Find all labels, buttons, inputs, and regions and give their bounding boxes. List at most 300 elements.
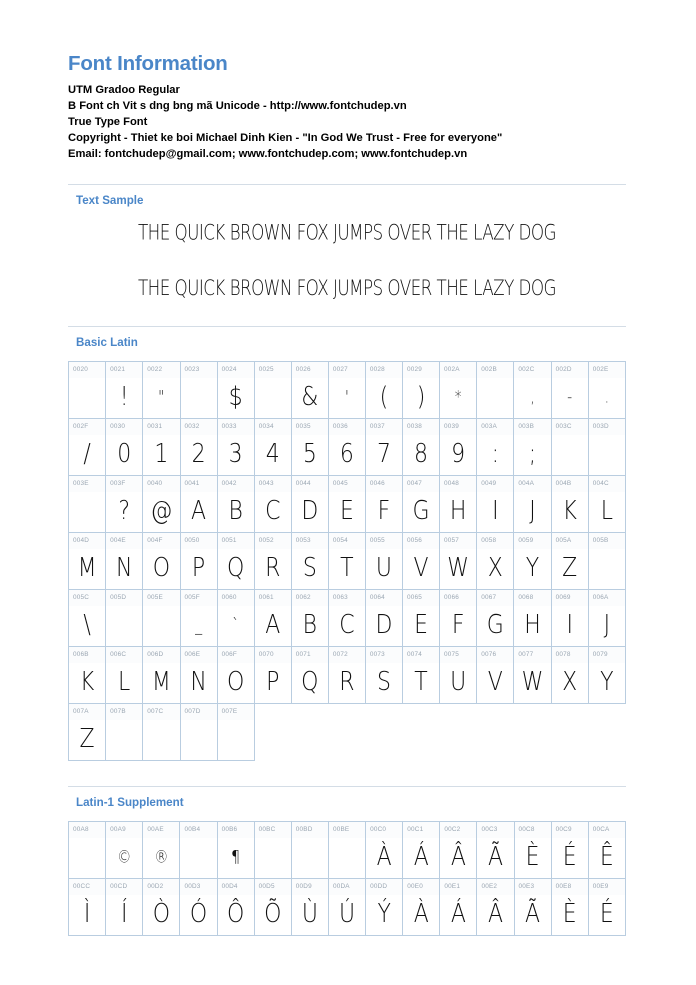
- glyph-preview: [255, 834, 291, 881]
- glyph-codepoint-label: 004F: [143, 533, 179, 549]
- glyph-preview: [292, 834, 328, 881]
- glyph-cell[interactable]: [69, 878, 106, 935]
- text-sample-line-2: THE QUICK BROWN FOX JUMPS OVER THE LAZY DOG: [137, 277, 557, 302]
- glyph-cell[interactable]: [328, 361, 365, 418]
- glyph-table-basic-latin: [68, 361, 626, 761]
- glyph-cell[interactable]: [106, 361, 143, 418]
- glyph-cell[interactable]: [180, 418, 217, 475]
- glyph-preview: Ã: [525, 899, 541, 929]
- section-title-text-sample: Text Sample: [76, 193, 144, 207]
- glyph-cell[interactable]: [514, 532, 551, 589]
- glyph-codepoint-label: 00C2: [440, 822, 476, 838]
- glyph-preview: [106, 602, 142, 649]
- glyph-codepoint-label: 0052: [255, 533, 291, 549]
- glyph-preview: R: [339, 667, 355, 697]
- glyph-cell[interactable]: [143, 821, 180, 878]
- glyph-cell[interactable]: [588, 878, 625, 935]
- glyph-codepoint-label: 007C: [143, 704, 179, 720]
- glyph-preview: ¶: [231, 848, 241, 868]
- glyph-codepoint-label: 00CD: [106, 879, 142, 895]
- glyph-cell[interactable]: [291, 821, 328, 878]
- glyph-codepoint-label: 003E: [69, 476, 105, 492]
- glyph-cell[interactable]: [551, 475, 588, 532]
- glyph-cell[interactable]: [143, 646, 180, 703]
- glyph-table-row: [69, 878, 626, 935]
- glyph-cell[interactable]: [365, 646, 402, 703]
- glyph-cell[interactable]: [106, 821, 143, 878]
- glyph-cell[interactable]: [402, 361, 439, 418]
- glyph-cell[interactable]: [402, 589, 439, 646]
- glyph-preview: Ô: [226, 899, 245, 929]
- glyph-preview: V: [487, 667, 503, 697]
- glyph-codepoint-label: 002A: [440, 362, 476, 378]
- glyph-preview: À: [413, 899, 429, 929]
- glyph-cell[interactable]: [514, 589, 551, 646]
- glyph-cell[interactable]: [514, 878, 551, 935]
- glyph-preview: G: [412, 496, 430, 526]
- glyph-preview: I: [492, 496, 499, 526]
- glyph-cell[interactable]: [180, 589, 217, 646]
- glyph-cell[interactable]: [440, 589, 477, 646]
- glyph-cell[interactable]: [402, 646, 439, 703]
- glyph-cell[interactable]: [365, 589, 402, 646]
- glyph-codepoint-label: 006A: [589, 590, 625, 606]
- glyph-preview: R: [265, 553, 281, 583]
- glyph-cell[interactable]: [328, 475, 365, 532]
- glyph-cell[interactable]: [106, 589, 143, 646]
- glyph-preview: E: [414, 610, 428, 640]
- section-title-latin1-supplement: Latin-1 Supplement: [76, 795, 184, 809]
- glyph-preview: B: [302, 610, 318, 640]
- glyph-cell[interactable]: [254, 532, 291, 589]
- glyph-cell[interactable]: [477, 646, 514, 703]
- glyph-cell[interactable]: [143, 703, 180, 760]
- glyph-codepoint-label: 0026: [292, 362, 328, 378]
- glyph-codepoint-label: 0074: [403, 647, 439, 663]
- glyph-cell[interactable]: [254, 361, 291, 418]
- glyph-cell[interactable]: [69, 821, 106, 878]
- glyph-cell[interactable]: [328, 646, 365, 703]
- glyph-codepoint-label: 00E2: [477, 879, 513, 895]
- glyph-codepoint-label: 0064: [366, 590, 402, 606]
- glyph-cell[interactable]: [291, 418, 328, 475]
- glyph-cell[interactable]: [328, 878, 365, 935]
- text-sample-block: [68, 208, 626, 302]
- glyph-cell-placeholder: [514, 703, 551, 760]
- glyph-preview: C: [265, 496, 281, 526]
- glyph-cell[interactable]: [328, 532, 365, 589]
- glyph-cell[interactable]: [588, 475, 625, 532]
- glyph-codepoint-label: 00BE: [329, 822, 365, 838]
- glyph-cell[interactable]: [514, 418, 551, 475]
- glyph-table-row: [69, 703, 626, 760]
- glyph-cell[interactable]: [477, 878, 514, 935]
- glyph-preview: B: [228, 496, 243, 526]
- glyph-codepoint-label: 0068: [514, 590, 550, 606]
- glyph-cell[interactable]: [440, 878, 477, 935]
- glyph-cell[interactable]: [366, 821, 403, 878]
- glyph-preview: O: [152, 553, 171, 583]
- glyph-preview: 4: [265, 439, 280, 469]
- glyph-preview: 7: [376, 439, 391, 469]
- glyph-preview: Ý: [377, 899, 391, 929]
- glyph-codepoint-label: 0072: [329, 647, 365, 663]
- glyph-preview: O: [227, 667, 245, 697]
- metadata-line-font-name: UTM Gradoo Regular: [68, 83, 180, 96]
- glyph-cell[interactable]: [365, 418, 402, 475]
- glyph-preview: Ì: [83, 899, 91, 929]
- glyph-cell[interactable]: [217, 589, 254, 646]
- glyph-cell[interactable]: [254, 821, 291, 878]
- glyph-codepoint-label: 0027: [329, 362, 365, 378]
- glyph-preview: I: [566, 610, 573, 640]
- glyph-cell[interactable]: [514, 646, 551, 703]
- glyph-cell[interactable]: [291, 361, 328, 418]
- glyph-cell[interactable]: [440, 532, 477, 589]
- glyph-codepoint-label: 005C: [69, 590, 105, 606]
- glyph-codepoint-label: 0053: [292, 533, 328, 549]
- glyph-cell[interactable]: [365, 475, 402, 532]
- glyph-cell[interactable]: [403, 821, 440, 878]
- glyph-cell-placeholder: [402, 703, 439, 760]
- glyph-preview: K: [562, 496, 577, 526]
- glyph-cell[interactable]: [180, 475, 217, 532]
- glyph-cell[interactable]: [551, 361, 588, 418]
- glyph-cell[interactable]: [402, 418, 439, 475]
- glyph-codepoint-label: 006F: [218, 647, 254, 663]
- glyph-cell[interactable]: [217, 703, 254, 760]
- glyph-preview: X: [562, 667, 578, 697]
- glyph-preview: Ó: [189, 899, 208, 929]
- glyph-preview: ,: [530, 388, 535, 408]
- glyph-preview: [106, 716, 142, 763]
- glyph-preview: H: [449, 496, 467, 526]
- glyph-preview: G: [486, 610, 504, 640]
- glyph-cell[interactable]: [69, 646, 106, 703]
- glyph-cell[interactable]: [551, 646, 588, 703]
- glyph-codepoint-label: 0041: [181, 476, 217, 492]
- glyph-codepoint-label: 0065: [403, 590, 439, 606]
- glyph-table-row: [69, 361, 626, 418]
- glyph-codepoint-label: 0050: [181, 533, 217, 549]
- glyph-codepoint-label: 0044: [292, 476, 328, 492]
- glyph-preview: P: [191, 553, 206, 583]
- glyph-cell[interactable]: [217, 418, 254, 475]
- glyph-codepoint-label: 0037: [366, 419, 402, 435]
- glyph-codepoint-label: 00E0: [403, 879, 439, 895]
- glyph-cell[interactable]: [69, 418, 106, 475]
- glyph-codepoint-label: 0049: [477, 476, 513, 492]
- glyph-codepoint-label: 0057: [440, 533, 476, 549]
- glyph-preview: ): [416, 382, 426, 412]
- glyph-preview: Ò: [152, 899, 171, 929]
- section-latin1-supplement: [68, 786, 626, 936]
- glyph-cell[interactable]: [69, 703, 106, 760]
- glyph-codepoint-label: 0066: [440, 590, 476, 606]
- glyph-preview: :: [491, 439, 500, 469]
- glyph-codepoint-label: 002B: [477, 362, 513, 378]
- glyph-cell[interactable]: [180, 646, 217, 703]
- glyph-codepoint-label: 0028: [366, 362, 402, 378]
- glyph-codepoint-label: 00D3: [180, 879, 216, 895]
- glyph-cell[interactable]: [217, 475, 254, 532]
- glyph-preview: L: [118, 667, 131, 697]
- glyph-cell[interactable]: [143, 532, 180, 589]
- glyph-codepoint-label: 0022: [143, 362, 179, 378]
- glyph-cell[interactable]: [440, 418, 477, 475]
- glyph-preview: 9: [451, 439, 466, 469]
- glyph-table-row: [69, 589, 626, 646]
- glyph-codepoint-label: 0054: [329, 533, 365, 549]
- glyph-cell[interactable]: [106, 878, 143, 935]
- glyph-preview: !: [119, 382, 129, 412]
- glyph-preview: -: [567, 388, 573, 408]
- glyph-cell[interactable]: [440, 821, 477, 878]
- glyph-cell[interactable]: [477, 821, 514, 878]
- glyph-cell[interactable]: [403, 878, 440, 935]
- glyph-preview: ': [344, 388, 349, 408]
- glyph-codepoint-label: 0032: [181, 419, 217, 435]
- glyph-codepoint-label: 00D5: [255, 879, 291, 895]
- glyph-cell[interactable]: [180, 532, 217, 589]
- glyph-cell[interactable]: [217, 646, 254, 703]
- glyph-preview: 1: [154, 439, 169, 469]
- glyph-codepoint-label: 0043: [255, 476, 291, 492]
- glyph-preview: [69, 834, 105, 881]
- glyph-cell[interactable]: [143, 418, 180, 475]
- glyph-cell[interactable]: [551, 418, 588, 475]
- glyph-cell[interactable]: [366, 878, 403, 935]
- glyph-preview: A: [265, 610, 281, 640]
- glyph-codepoint-label: 00E3: [515, 879, 551, 895]
- glyph-cell[interactable]: [217, 821, 254, 878]
- glyph-preview: ®: [154, 848, 169, 868]
- glyph-preview: S: [302, 553, 317, 583]
- glyph-cell[interactable]: [143, 589, 180, 646]
- metadata-line-email: Email: fontchudep@gmail.com; www.fontchudep.com; www.fontchudep.vn: [68, 148, 468, 161]
- glyph-preview: ;: [528, 439, 537, 469]
- glyph-codepoint-label: 0030: [106, 419, 142, 435]
- glyph-codepoint-label: 0051: [218, 533, 254, 549]
- glyph-preview: [180, 834, 216, 881]
- glyph-cell[interactable]: [217, 878, 254, 935]
- glyph-cell-placeholder: [254, 703, 291, 760]
- glyph-cell[interactable]: [106, 703, 143, 760]
- glyph-preview: Y: [525, 553, 540, 583]
- glyph-preview: C: [339, 610, 355, 640]
- glyph-codepoint-label: 0061: [255, 590, 291, 606]
- glyph-cell[interactable]: [180, 361, 217, 418]
- glyph-codepoint-label: 002C: [514, 362, 550, 378]
- glyph-codepoint-label: 005E: [143, 590, 179, 606]
- glyph-codepoint-label: 007B: [106, 704, 142, 720]
- glyph-preview: [218, 716, 254, 763]
- glyph-cell[interactable]: [106, 646, 143, 703]
- glyph-codepoint-label: 003A: [477, 419, 513, 435]
- glyph-preview: Q: [227, 553, 245, 583]
- glyph-codepoint-label: 0045: [329, 476, 365, 492]
- glyph-codepoint-label: 00CA: [589, 822, 625, 838]
- glyph-cell[interactable]: [477, 475, 514, 532]
- glyph-preview: Á: [413, 842, 429, 872]
- glyph-preview: F: [377, 496, 391, 526]
- glyph-codepoint-label: 004E: [106, 533, 142, 549]
- glyph-cell[interactable]: [254, 418, 291, 475]
- glyph-preview: M: [151, 667, 171, 697]
- glyph-codepoint-label: 0076: [477, 647, 513, 663]
- glyph-preview: 6: [339, 439, 354, 469]
- glyph-codepoint-label: 00C3: [477, 822, 513, 838]
- glyph-cell-placeholder: [551, 703, 588, 760]
- glyph-preview: M: [77, 553, 97, 583]
- glyph-table-row: [69, 532, 626, 589]
- glyph-codepoint-label: 0048: [440, 476, 476, 492]
- glyph-preview: D: [301, 496, 319, 526]
- glyph-preview: Ù: [301, 899, 318, 929]
- glyph-cell[interactable]: [477, 589, 514, 646]
- glyph-preview: Í: [121, 899, 128, 929]
- glyph-cell[interactable]: [217, 361, 254, 418]
- glyph-codepoint-label: 0070: [255, 647, 291, 663]
- glyph-codepoint-label: 00E8: [552, 879, 588, 895]
- glyph-codepoint-label: 00AE: [143, 822, 179, 838]
- glyph-cell[interactable]: [291, 532, 328, 589]
- glyph-cell[interactable]: [328, 821, 365, 878]
- glyph-cell[interactable]: [588, 589, 625, 646]
- glyph-cell[interactable]: [588, 418, 625, 475]
- glyph-cell[interactable]: [180, 821, 217, 878]
- glyph-cell-placeholder: [328, 703, 365, 760]
- glyph-cell[interactable]: [143, 475, 180, 532]
- glyph-cell[interactable]: [69, 532, 106, 589]
- glyph-cell[interactable]: [551, 532, 588, 589]
- glyph-cell[interactable]: [402, 532, 439, 589]
- glyph-codepoint-label: 003F: [106, 476, 142, 492]
- glyph-table-latin1-supplement: [68, 821, 626, 936]
- glyph-cell[interactable]: [440, 475, 477, 532]
- glyph-preview: Â: [450, 842, 466, 872]
- glyph-cell[interactable]: [588, 821, 625, 878]
- glyph-codepoint-label: 0029: [403, 362, 439, 378]
- glyph-cell[interactable]: [291, 878, 328, 935]
- glyph-cell[interactable]: [106, 418, 143, 475]
- glyph-cell[interactable]: [551, 589, 588, 646]
- glyph-cell[interactable]: [514, 361, 551, 418]
- glyph-cell[interactable]: [477, 361, 514, 418]
- glyph-cell[interactable]: [291, 589, 328, 646]
- glyph-cell[interactable]: [254, 878, 291, 935]
- glyph-cell[interactable]: [69, 589, 106, 646]
- glyph-cell[interactable]: [217, 532, 254, 589]
- glyph-codepoint-label: 0025: [255, 362, 291, 378]
- glyph-cell[interactable]: [291, 475, 328, 532]
- glyph-preview: [69, 374, 105, 421]
- glyph-codepoint-label: 00B6: [218, 822, 254, 838]
- glyph-cell[interactable]: [365, 361, 402, 418]
- glyph-preview: 3: [228, 439, 243, 469]
- glyph-codepoint-label: 002D: [552, 362, 588, 378]
- glyph-cell[interactable]: [365, 532, 402, 589]
- glyph-codepoint-label: 0063: [329, 590, 365, 606]
- glyph-cell[interactable]: [514, 821, 551, 878]
- glyph-preview: Â: [487, 899, 504, 929]
- glyph-cell[interactable]: [69, 475, 106, 532]
- glyph-cell[interactable]: [477, 532, 514, 589]
- glyph-preview: [143, 602, 179, 649]
- glyph-cell[interactable]: [328, 418, 365, 475]
- glyph-cell[interactable]: [180, 703, 217, 760]
- glyph-codepoint-label: 0060: [218, 590, 254, 606]
- glyph-cell[interactable]: [254, 475, 291, 532]
- glyph-cell-placeholder: [365, 703, 402, 760]
- glyph-preview: \: [83, 610, 91, 640]
- glyph-preview: 2: [191, 439, 206, 469]
- glyph-codepoint-label: 0039: [440, 419, 476, 435]
- glyph-cell[interactable]: [551, 821, 588, 878]
- glyph-table-row: [69, 821, 626, 878]
- glyph-codepoint-label: 0058: [477, 533, 513, 549]
- glyph-cell[interactable]: [551, 878, 588, 935]
- glyph-preview: F: [451, 610, 465, 640]
- glyph-codepoint-label: 0071: [292, 647, 328, 663]
- glyph-cell[interactable]: [514, 475, 551, 532]
- glyph-cell[interactable]: [180, 878, 217, 935]
- glyph-codepoint-label: 006C: [106, 647, 142, 663]
- glyph-codepoint-label: 00D9: [292, 879, 328, 895]
- glyph-codepoint-label: 00E1: [440, 879, 476, 895]
- glyph-cell[interactable]: [440, 361, 477, 418]
- glyph-preview: [589, 545, 625, 592]
- glyph-cell[interactable]: [143, 878, 180, 935]
- glyph-cell[interactable]: [588, 532, 625, 589]
- glyph-cell[interactable]: [143, 361, 180, 418]
- glyph-cell[interactable]: [477, 418, 514, 475]
- glyph-preview: N: [190, 667, 207, 697]
- glyph-cell[interactable]: [106, 532, 143, 589]
- glyph-preview: [477, 374, 513, 421]
- glyph-codepoint-label: 0020: [69, 362, 105, 378]
- glyph-preview: T: [414, 667, 428, 697]
- glyph-codepoint-label: 0077: [514, 647, 550, 663]
- glyph-codepoint-label: 00B4: [180, 822, 216, 838]
- metadata-line-copyright: Copyright - Thiet ke boi Michael Dinh Kien - "In God We Trust - Free for everyone": [68, 132, 503, 145]
- glyph-preview: [255, 374, 291, 421]
- page-content: [68, 52, 626, 936]
- glyph-codepoint-label: 004D: [69, 533, 105, 549]
- glyph-codepoint-label: 0035: [292, 419, 328, 435]
- glyph-cell[interactable]: [402, 475, 439, 532]
- glyph-codepoint-label: 0042: [218, 476, 254, 492]
- glyph-cell[interactable]: [588, 361, 625, 418]
- glyph-cell[interactable]: [328, 589, 365, 646]
- glyph-cell[interactable]: [254, 589, 291, 646]
- glyph-cell[interactable]: [291, 646, 328, 703]
- glyph-cell[interactable]: [254, 646, 291, 703]
- glyph-cell[interactable]: [106, 475, 143, 532]
- glyph-preview: K: [79, 667, 95, 697]
- glyph-codepoint-label: 006D: [143, 647, 179, 663]
- glyph-preview: È: [562, 899, 577, 929]
- glyph-cell[interactable]: [69, 361, 106, 418]
- glyph-cell[interactable]: [588, 646, 625, 703]
- glyph-codepoint-label: 00C1: [403, 822, 439, 838]
- glyph-codepoint-label: 0038: [403, 419, 439, 435]
- glyph-cell[interactable]: [440, 646, 477, 703]
- glyph-preview: Ú: [338, 899, 356, 929]
- glyph-preview: E: [339, 496, 354, 526]
- glyph-codepoint-label: 006E: [181, 647, 217, 663]
- glyph-table-body: [69, 821, 626, 935]
